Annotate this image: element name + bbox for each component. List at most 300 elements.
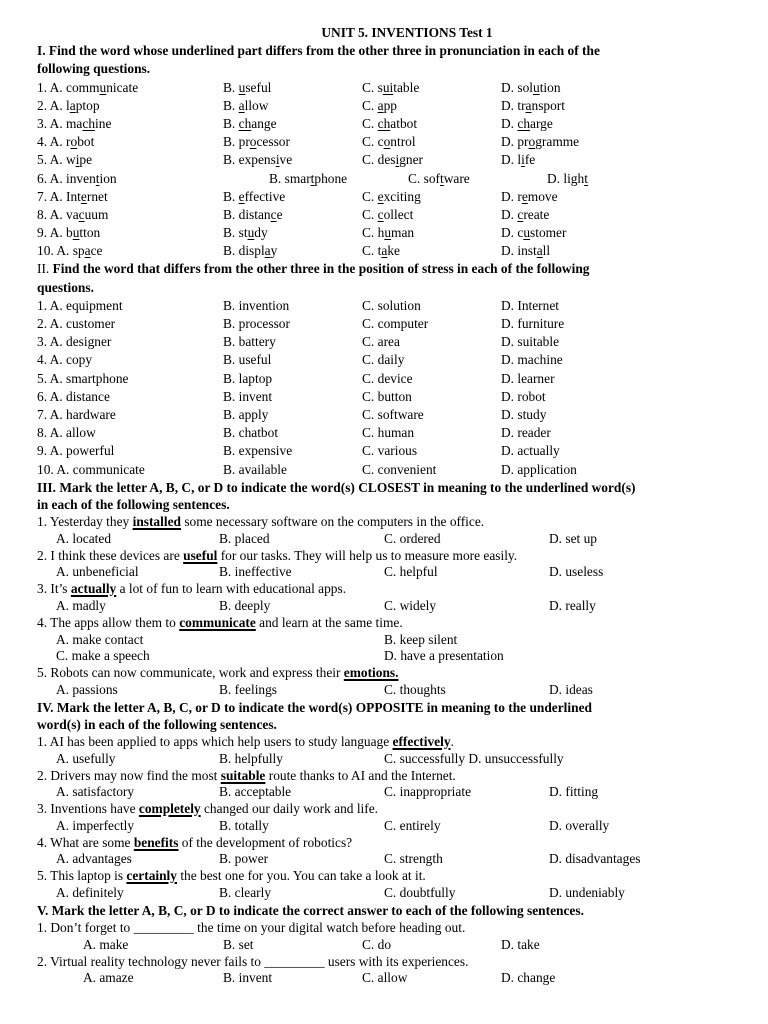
options-row xyxy=(37,818,737,835)
question-row xyxy=(37,388,737,406)
section-1-heading xyxy=(37,42,737,78)
option: D. machine xyxy=(501,352,563,368)
options-row xyxy=(37,598,737,615)
question-row xyxy=(37,370,737,388)
option: B. invent xyxy=(223,388,273,404)
option xyxy=(223,188,285,206)
option xyxy=(408,170,470,188)
option-text: D. xyxy=(501,115,518,131)
option: B. clearly xyxy=(219,885,272,901)
option-text: B. expens xyxy=(223,152,276,168)
underlined-part: e xyxy=(80,188,87,204)
option-text: 3. A. ma xyxy=(37,115,83,131)
option-text: B. xyxy=(223,97,239,113)
options-row xyxy=(37,970,737,987)
option-text: ware xyxy=(443,170,470,186)
question-row xyxy=(37,351,737,369)
option: 1. A. equipment xyxy=(37,297,123,313)
key-word xyxy=(179,615,256,630)
underlined-part: ui xyxy=(382,79,394,95)
key-word-underlined: communicate xyxy=(179,614,256,630)
underlined-part: e xyxy=(377,188,384,204)
options-row xyxy=(37,784,737,801)
section-4 xyxy=(37,699,737,902)
option: 4. A. copy xyxy=(37,352,93,368)
option xyxy=(362,242,400,260)
question-row xyxy=(37,424,737,442)
question-row xyxy=(37,406,737,424)
key-word xyxy=(221,768,266,783)
underlined-part: u xyxy=(247,225,255,241)
option xyxy=(362,224,414,242)
option-text: D. pr xyxy=(501,134,529,150)
option: A. unbeneficial xyxy=(56,564,139,580)
option: D. suitable xyxy=(501,334,560,350)
question-stem xyxy=(37,801,737,818)
section-2-questions xyxy=(37,297,737,479)
underlined-part: c xyxy=(78,206,85,222)
option-text: C. c xyxy=(362,134,384,150)
option-text: nsport xyxy=(531,97,565,113)
option: B. ineffective xyxy=(219,564,292,580)
options-row xyxy=(37,682,737,699)
section-5 xyxy=(37,902,737,987)
underlined-part: u xyxy=(384,225,392,241)
options-row xyxy=(37,885,737,902)
option: A. advantages xyxy=(56,851,132,867)
option xyxy=(501,206,549,224)
key-word-underlined: effectively xyxy=(392,733,451,749)
option: D. actually xyxy=(501,443,560,459)
option: C. doubtfully xyxy=(384,885,456,901)
question-row xyxy=(37,242,737,260)
option-text: gner xyxy=(399,152,424,168)
option: B. keep silent xyxy=(384,631,458,647)
option: D. undeniably xyxy=(549,885,625,901)
option-text: ll xyxy=(542,243,551,259)
option-text: stomer xyxy=(530,225,567,241)
underlined-part: o xyxy=(528,134,536,150)
option-text: 8. A. va xyxy=(37,206,79,222)
option-text: D. l xyxy=(501,152,522,168)
option-text: ffective xyxy=(244,188,286,204)
option: B. set xyxy=(223,936,254,952)
section-2-heading xyxy=(37,260,737,296)
option-text: tton xyxy=(79,225,101,241)
section-4-questions xyxy=(37,734,737,902)
option xyxy=(37,115,111,133)
option xyxy=(37,188,108,206)
underlined-part: t xyxy=(310,170,315,186)
option: D. robot xyxy=(501,388,546,404)
question-row xyxy=(37,170,737,188)
option-text: C. h xyxy=(362,225,385,241)
option xyxy=(37,79,138,97)
option: B. totally xyxy=(219,817,269,833)
key-word xyxy=(133,514,181,529)
option-text: fe xyxy=(524,152,536,168)
section-2-heading-line1: Find the word that differs from the other three in the position of stress in each of the following xyxy=(52,261,590,277)
option: C. area xyxy=(362,334,400,350)
option xyxy=(501,115,553,133)
underlined-part: i xyxy=(275,152,280,168)
option: D. change xyxy=(501,970,556,986)
question-stem xyxy=(37,768,737,785)
option-text: atbot xyxy=(390,115,418,131)
option xyxy=(362,115,417,133)
question-row xyxy=(37,151,737,169)
option-text: dy xyxy=(254,225,268,241)
option-text: ce xyxy=(90,243,103,259)
option-text: rnet xyxy=(86,188,108,204)
option: B. available xyxy=(223,461,287,477)
option-text: B. st xyxy=(223,225,248,241)
section-1-heading-line2: following questions. xyxy=(37,61,151,77)
section-2 xyxy=(37,260,737,478)
option xyxy=(37,97,100,115)
option: D. fitting xyxy=(549,784,599,800)
option-text: 7. A. Int xyxy=(37,188,81,204)
underlined-part: t xyxy=(440,170,444,186)
section-2-heading-prefix: II. xyxy=(37,261,53,277)
option-text: bot xyxy=(77,134,95,150)
options-row xyxy=(37,751,737,768)
question-row xyxy=(37,224,737,242)
option: C. computer xyxy=(362,316,429,332)
question-row xyxy=(37,461,737,479)
question-row xyxy=(37,115,737,133)
stem-text: of the development of robotics? xyxy=(178,834,353,850)
option xyxy=(223,206,283,224)
option-text: 2. A. l xyxy=(37,97,70,113)
option: D. overally xyxy=(549,817,610,833)
option-text: ine xyxy=(95,115,112,131)
option: C. various xyxy=(362,443,418,459)
option-text: uum xyxy=(84,206,109,222)
option: 6. A. distance xyxy=(37,388,110,404)
question-row xyxy=(37,297,737,315)
option-text: tion xyxy=(539,79,561,95)
option xyxy=(501,97,565,115)
option xyxy=(223,79,271,97)
option: A. madly xyxy=(56,597,106,613)
option: A. definitely xyxy=(56,885,124,901)
option: C. software xyxy=(362,407,424,423)
option: C. entirely xyxy=(384,817,441,833)
option xyxy=(362,97,397,115)
option-text: C. des xyxy=(362,152,396,168)
section-3-questions xyxy=(37,514,737,699)
option-text: ion xyxy=(99,170,117,186)
option xyxy=(501,224,566,242)
underlined-part: u xyxy=(523,225,531,241)
option xyxy=(362,206,413,224)
option: B. feelings xyxy=(219,681,278,697)
option-text: B. displ xyxy=(223,243,265,259)
underlined-part: a xyxy=(377,97,384,113)
underlined-part: a xyxy=(264,243,271,259)
key-word-underlined: certainly xyxy=(126,868,177,884)
option-text: C. xyxy=(362,97,378,113)
option: C. allow xyxy=(362,970,408,986)
question-row xyxy=(37,79,737,97)
underlined-part: a xyxy=(536,243,543,259)
option: C. successfully D. unsuccessfully xyxy=(384,750,564,766)
underlined-part: a xyxy=(84,243,91,259)
stem-text: the best one for you. You can take a look at it. xyxy=(176,868,426,884)
stem-text: . xyxy=(450,733,454,749)
stem-text: 2. Drivers may now find the most xyxy=(37,767,221,783)
option: C. daily xyxy=(362,352,405,368)
option-text: ptop xyxy=(75,97,100,113)
option-text: pe xyxy=(79,152,93,168)
option: C. human xyxy=(362,425,415,441)
stem-text: 3. Inventions have xyxy=(37,801,139,817)
option xyxy=(223,133,290,151)
option xyxy=(501,242,550,260)
section-5-questions xyxy=(37,920,737,987)
option: B. placed xyxy=(219,530,270,546)
underlined-part: c xyxy=(377,206,384,222)
underlined-part: a xyxy=(525,97,532,113)
options-row xyxy=(37,648,737,665)
option-text: 10. A. sp xyxy=(37,243,85,259)
option: A. make contact xyxy=(56,631,144,647)
question-stem xyxy=(37,835,737,852)
option-text: man xyxy=(391,225,415,241)
option: C. device xyxy=(362,370,413,386)
option: A. satisfactory xyxy=(56,784,135,800)
question-row xyxy=(37,315,737,333)
question-stem xyxy=(37,581,737,598)
option-text: ollect xyxy=(383,206,414,222)
stem-text: for our tasks. They will help us to measure more easily. xyxy=(217,547,518,563)
option-text: C. s xyxy=(362,79,383,95)
option-text: 9. A. b xyxy=(37,225,73,241)
option-text: B. smar xyxy=(269,170,311,186)
options-row xyxy=(37,851,737,868)
option: D. learner xyxy=(501,370,555,386)
option: A. amaze xyxy=(83,970,134,986)
option xyxy=(269,170,347,188)
option: C. inappropriate xyxy=(384,784,472,800)
option: B. laptop xyxy=(223,370,273,386)
section-4-heading-line1: IV. Mark the letter A, B, C, or D to indicate the word(s) OPPOSITE in meaning to the underlined xyxy=(37,699,592,715)
underlined-part: o xyxy=(70,134,78,150)
option-text: B. xyxy=(223,188,239,204)
option: A. located xyxy=(56,530,112,546)
option-text: seful xyxy=(245,79,272,95)
option-text: ke xyxy=(387,243,400,259)
option: B. helpfully xyxy=(219,750,283,766)
option: D. really xyxy=(549,597,596,613)
stem-text: 3. It’s xyxy=(37,581,71,597)
option-text: B. pr xyxy=(223,134,250,150)
option: B. power xyxy=(219,851,269,867)
key-word xyxy=(183,548,217,563)
option-text: C. xyxy=(362,115,378,131)
option xyxy=(501,151,535,169)
question-stem: 1. Don’t forget to _________ the time on your digital watch before heading out. xyxy=(37,920,466,936)
option: C. thoughts xyxy=(384,681,446,697)
question-row xyxy=(37,206,737,224)
option: B. battery xyxy=(223,334,276,350)
option-text: D. sol xyxy=(501,79,533,95)
option: 8. A. allow xyxy=(37,425,96,441)
option xyxy=(37,224,100,242)
underlined-part: t xyxy=(95,170,100,186)
key-word xyxy=(344,665,399,680)
option xyxy=(223,242,277,260)
option xyxy=(37,242,102,260)
option: C. do xyxy=(362,936,392,952)
underlined-part: o xyxy=(249,134,257,150)
options-row xyxy=(37,937,737,954)
option-text: y xyxy=(270,243,278,259)
options-row xyxy=(37,632,737,649)
section-3 xyxy=(37,479,737,699)
stem-text: route thanks to AI and the Internet. xyxy=(265,767,456,783)
option-text: ange xyxy=(251,115,277,131)
option: C. solution xyxy=(362,297,421,313)
option: D. take xyxy=(501,936,540,952)
underlined-part: ch xyxy=(377,115,391,131)
option: 5. A. smartphone xyxy=(37,370,129,386)
underlined-part: i xyxy=(521,152,525,168)
key-word-underlined: actually xyxy=(70,581,117,597)
underlined-part: ch xyxy=(517,115,531,131)
section-4-heading xyxy=(37,699,737,734)
option: B. apply xyxy=(223,407,269,423)
option: B. chatbot xyxy=(223,425,279,441)
underlined-part: e xyxy=(521,188,528,204)
underlined-part: t xyxy=(584,170,588,186)
option: B. invention xyxy=(223,297,290,313)
section-1-heading-line1: I. Find the word whose underlined part differs from the other three in pronunciation in each of the xyxy=(37,43,600,59)
option xyxy=(362,151,423,169)
option-text: phone xyxy=(314,170,348,186)
option-text: 1. A. comm xyxy=(37,79,100,95)
underlined-part: e xyxy=(238,188,245,204)
option: D. useless xyxy=(549,564,604,580)
section-1 xyxy=(37,42,737,260)
option: 10. A. communicate xyxy=(37,461,145,477)
option: D. ideas xyxy=(549,681,593,697)
section-3-heading xyxy=(37,479,737,514)
option: D. study xyxy=(501,407,547,423)
option-text: xciting xyxy=(383,188,421,204)
option-text: D. c xyxy=(501,225,524,241)
stem-text: 1. AI has been applied to apps which help users to study language xyxy=(37,733,393,749)
option xyxy=(501,133,579,151)
option-text: D. tr xyxy=(501,97,526,113)
section-5-heading: V. Mark the letter A, B, C, or D to indicate the correct answer to each of the following sentences. xyxy=(37,902,584,918)
key-word xyxy=(134,835,179,850)
option: 9. A. powerful xyxy=(37,443,115,459)
question-row xyxy=(37,188,737,206)
option-text: B. xyxy=(223,79,239,95)
option: C. widely xyxy=(384,597,437,613)
option xyxy=(362,79,419,97)
option-text: e xyxy=(276,206,283,222)
option xyxy=(223,97,268,115)
option-text: arge xyxy=(530,115,553,131)
option: D. Internet xyxy=(501,297,560,313)
question-stem xyxy=(37,615,737,632)
stem-text: some necessary software on the computers in the office. xyxy=(180,513,485,529)
underlined-part: u xyxy=(238,79,246,95)
underlined-part: c xyxy=(517,206,524,222)
option-text: C. xyxy=(362,188,378,204)
key-word-underlined: emotions. xyxy=(343,665,399,681)
option: 2. A. customer xyxy=(37,316,116,332)
question-stem xyxy=(37,734,737,751)
underlined-part: ch xyxy=(238,115,252,131)
worksheet-page xyxy=(37,24,737,987)
underlined-part: u xyxy=(533,79,540,95)
underlined-part: i xyxy=(75,152,80,168)
option: A. make xyxy=(83,936,129,952)
underlined-part: a xyxy=(381,243,388,259)
option xyxy=(37,133,94,151)
option-text: ntrol xyxy=(390,134,416,150)
option-text: gramme xyxy=(535,134,580,150)
option-text: C. xyxy=(362,206,378,222)
underlined-part: i xyxy=(395,152,400,168)
question-row xyxy=(37,442,737,460)
stem-text: a lot of fun to learn with educational apps. xyxy=(116,581,347,597)
option-text: 4. A. r xyxy=(37,134,71,150)
option: C. button xyxy=(362,388,412,404)
option xyxy=(362,133,416,151)
option-text: table xyxy=(393,79,420,95)
stem-text: 5. Robots can now communicate, work and express their xyxy=(37,665,344,681)
option xyxy=(37,206,108,224)
key-word xyxy=(139,801,201,816)
key-word-underlined: benefits xyxy=(133,834,179,850)
option: D. have a presentation xyxy=(384,648,504,664)
option: A. usefully xyxy=(56,750,116,766)
option xyxy=(362,188,421,206)
option: C. convenient xyxy=(362,461,437,477)
underlined-part: u xyxy=(99,79,107,95)
options-row xyxy=(37,564,737,581)
option-text: D. inst xyxy=(501,243,537,259)
option-text: 6. A. inven xyxy=(37,170,96,186)
option: D. set up xyxy=(549,530,597,546)
question-stem xyxy=(37,548,737,565)
option-text: llow xyxy=(244,97,269,113)
key-word-underlined: completely xyxy=(138,801,201,817)
key-word xyxy=(71,581,116,596)
option-text: 5. A. w xyxy=(37,152,76,168)
option xyxy=(37,170,117,188)
option xyxy=(37,151,92,169)
question-row xyxy=(37,97,737,115)
option-text: cessor xyxy=(256,134,290,150)
option: B. invent xyxy=(223,970,273,986)
question-stem xyxy=(37,514,737,531)
question-stem xyxy=(37,868,737,885)
key-word-underlined: installed xyxy=(132,513,181,529)
option xyxy=(547,170,588,188)
option-text: B. xyxy=(223,115,239,131)
underlined-part: c xyxy=(270,206,277,222)
option-text: D. r xyxy=(501,188,522,204)
section-4-heading-line2: word(s) in each of the following sentences. xyxy=(37,717,277,733)
stem-text: 2. I think these devices are xyxy=(37,547,184,563)
question-stem xyxy=(37,665,737,682)
